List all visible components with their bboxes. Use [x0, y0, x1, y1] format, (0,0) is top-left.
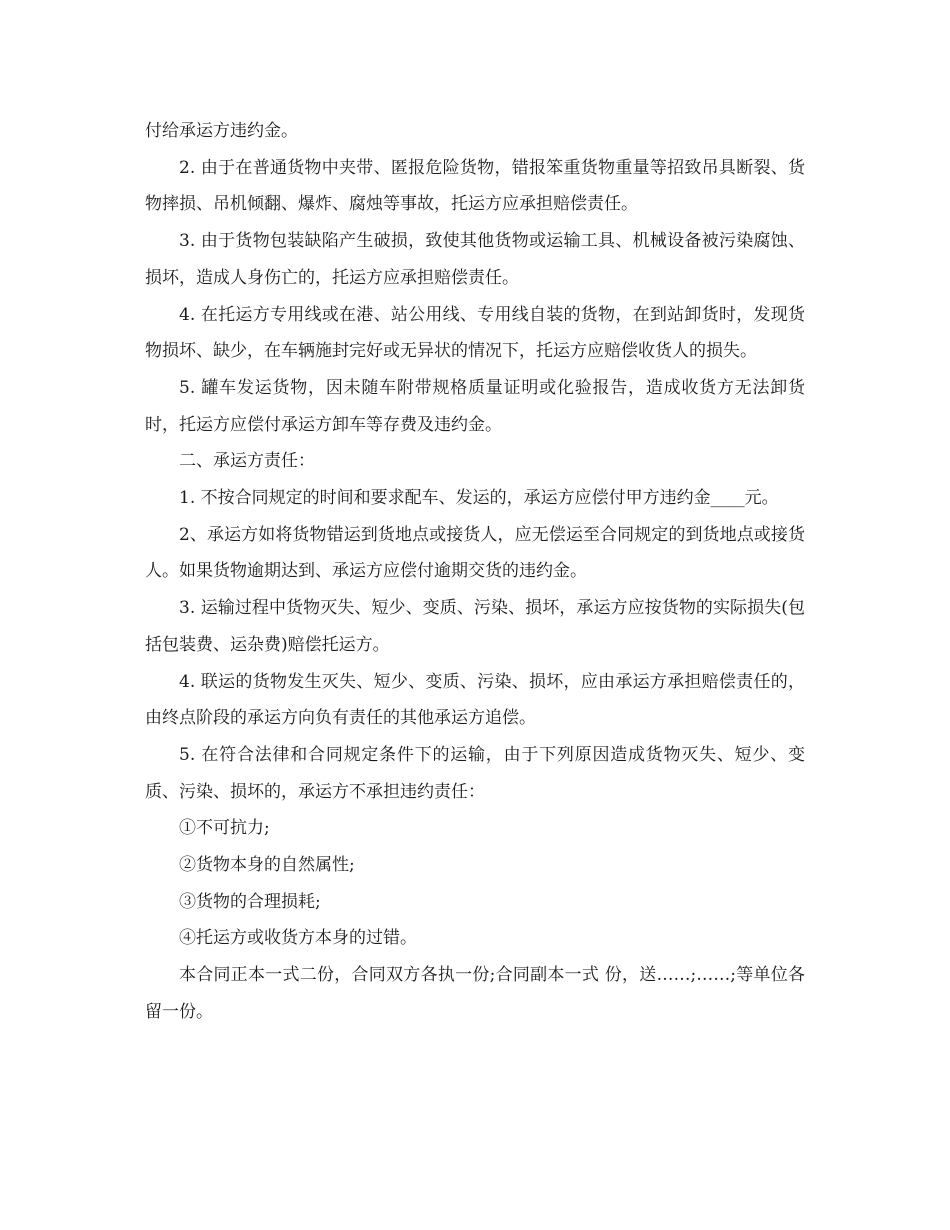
clause-carrier-1: 1. 不按合同规定的时间和要求配车、发运的，承运方应偿付甲方违约金____元。 [179, 488, 779, 509]
clause-shipper-4: 4. 在托运方专用线或在港、站公用线、专用线自装的货物，在到站卸货时，发现货物损坏、缺少，在车辆施封完好或无异状的情况下，托运方应赔偿收货人的损失。 [145, 304, 805, 362]
clause-carrier-5: 5. 在符合法律和合同规定条件下的运输，由于下列原因造成货物灭失、短少、变质、污染、损坏的，承运方不承担违约责任： [145, 744, 805, 802]
clause-carrier-2: 2、承运方如将货物错运到货地点或接货人，应无偿运至合同规定的到货地点或接货人。如果货物逾期达到、承运方应偿付逾期交货的违约金。 [145, 524, 805, 582]
exemption-item-2: ②货物本身的自然属性; [179, 855, 355, 876]
clause-carrier-3: 3. 运输过程中货物灭失、短少、变质、污染、损坏，承运方应按货物的实际损失(包括包装费、运杂费)赔偿托运方。 [145, 598, 805, 655]
clause-shipper-3: 3. 由于货物包装缺陷产生破损，致使其他货物或运输工具、机械设备被污染腐蚀、损坏，造成人身伤亡的，托运方应承担赔偿责任。 [145, 231, 805, 288]
exemption-item-4: ④托运方或收货方本身的过错。 [179, 928, 417, 949]
clause-shipper-5: 5. 罐车发运货物，因未随车附带规格质量证明或化验报告，造成收货方无法卸货时，托运方应偿付承运方卸车等存费及违约金。 [145, 377, 805, 435]
clause-shipper-2: 2. 由于在普通货物中夹带、匿报危险货物，错报笨重货物重量等招致吊具断裂、货物摔损、吊机倾翻、爆炸、腐烛等事故，托运方应承担赔偿责任。 [145, 157, 805, 215]
exemption-item-1: ①不可抗力; [179, 818, 270, 839]
closing-copies-clause: 本合同正本一式二份，合同双方各执一份;合同副本一式 份，送……;……;等单位各留一份。 [145, 965, 805, 1022]
clause-carrier-4: 4. 联运的货物发生灭失、短少、变质、污染、损坏，应由承运方承担赔偿责任的，由终点阶段的承运方向负有责任的其他承运方追偿。 [145, 671, 805, 729]
paragraph-continuation: 付给承运方违约金。 [145, 121, 298, 141]
contract-body [145, 113, 805, 1031]
exemption-item-3: ③货物的合理损耗; [179, 891, 321, 912]
section-heading-carrier-liability: 二、承运方责任： [179, 451, 315, 472]
